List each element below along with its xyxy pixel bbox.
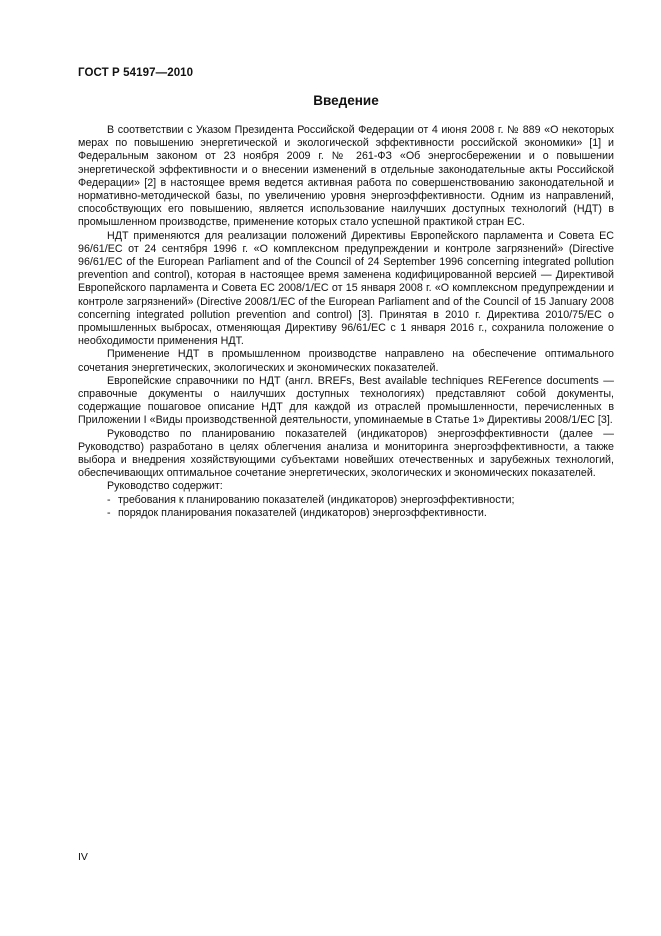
- document-code: ГОСТ Р 54197—2010: [78, 67, 194, 79]
- list-item-text: порядок планирования показателей (индикаторов) энергоэффективности.: [118, 506, 487, 519]
- page-number: IV: [78, 851, 88, 863]
- list-item: [78, 507, 614, 520]
- paragraph: Применение НДТ в промышленном производстве направлено на обеспечение оптимального сочетания энергетических, экологических и экономических показателей.: [78, 348, 614, 374]
- paragraph: Руководство по планированию показателей (индикаторов) энергоэффективности (далее —Руководство) разработано в целях облегчения анализа и мониторинга энергоэффективности, а также выбора и внедрения хозяйствующими субъектами новейших отечественных и зарубежных технологий, обеспечивающих оптимальное сочетание энергетических, экологических и экономических показателей.: [78, 427, 614, 480]
- paragraph: Руководство содержит:: [107, 480, 223, 493]
- list-item-text: требования к планированию показателей (индикаторов) энергоэффективности;: [118, 493, 515, 506]
- paragraph: Европейские справочники по НДТ (англ. BREFs, Best available techniques REFerence documents — справочные документы о наилучших доступных технологиях) представляют собой документы, содержащие пошаговое описание НДТ для каждой из отраслей промышленности, перечисленных в Приложении I «Виды производственной деятельности, упоминаемые в Статье 1» Директивы 2008/1/ЕС [3].: [78, 374, 614, 427]
- paragraph: В соответствии с Указом Президента Российской Федерации от 4 июня 2008 г. № 889 «О некоторых мерах по повышению энергетической и экологической эффективности российской экономики» [1] и Федеральным законом от 23 ноября 2009 г. № 261-ФЗ «Об энергосбережении и о повышении энергетической эффективности и о внесении изменений в отдельные законодательные акты Российской Федерации» [2] в настоящее время ведется активная работа по совершенствованию законодательной и нормативно-методической базы, по увеличению уровня энергоэффективности. Одним из направлений, способствующих его повышению, является использование наилучших доступных технологий (НДТ) в промышленном производстве, применение которых стало успешной практикой стран ЕС.: [78, 124, 614, 229]
- list-marker: -: [107, 506, 111, 519]
- list-item: [78, 494, 614, 507]
- paragraph: НДТ применяются для реализации положений Директивы Европейского парламента и Совета ЕС 96/61/ЕС от 24 сентября 1996 г. «О комплексном предупреждении и контроле загрязнений» (Directive 96/61/EC of the European Parliament and of the Council of 24 September 1996 concerning integrated pollution prevention and control), которая в настоящее время заменена кодифицированной версией — Директивой Европейского парламента и Совета ЕС 2008/1/ЕС от 15 января 2008 г. «О комплексном предупреждении и контроле загрязнений» (Directive 2008/1/EC of the European Parliament and of the Council of 15 January 2008 concerning integrated pollution prevention and control) [3]. Принятая в 2010 г. Директива 2010/75/ЕС о промышленных выбросах, отменяющая Директиву 96/61/ЕС с 1 января 2016 г., сохранила положение о необходимости применения НДТ.: [78, 229, 614, 348]
- contents-list: [78, 494, 614, 520]
- list-marker: -: [107, 493, 111, 506]
- section-title: Введение: [313, 93, 379, 108]
- body-text: [78, 124, 614, 520]
